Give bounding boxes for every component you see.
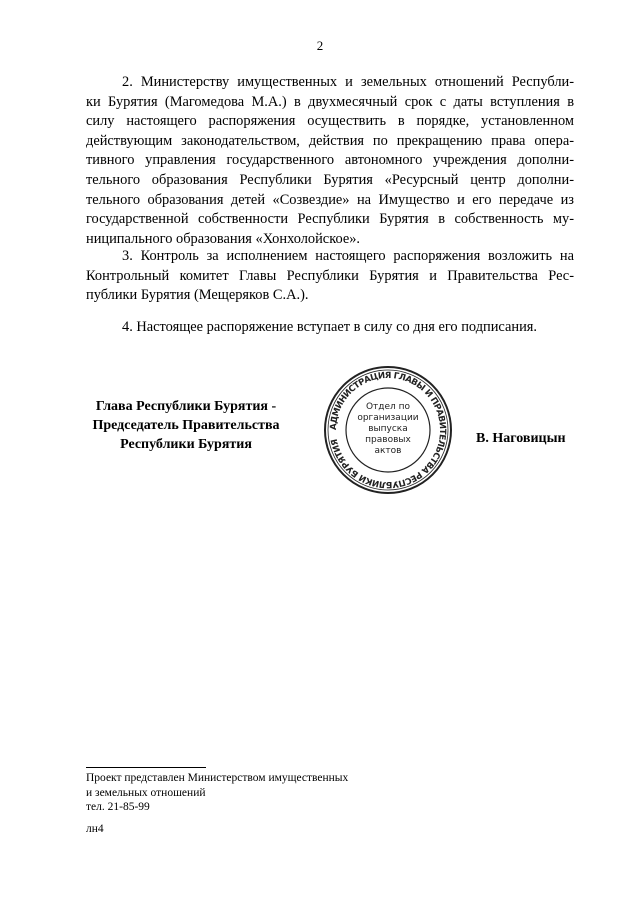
footnote-line: Проект представлен Министерством имущественных bbox=[86, 772, 349, 784]
paragraph-line: действующим законодательством, действия по прекращению права опера- bbox=[86, 132, 574, 149]
official-seal-stamp bbox=[322, 365, 454, 495]
footnote-divider bbox=[86, 767, 206, 768]
paragraph-line: силу настоящего распоряжения осуществить в порядке, установленном bbox=[86, 113, 574, 130]
paragraph-line: 2. Министерству имущественных и земельных отношений Республи- bbox=[122, 74, 574, 90]
signatory-title bbox=[64, 397, 308, 454]
paragraph-line: тельного образования детей «Созвездие» на Имущество и его передаче из bbox=[86, 191, 574, 208]
footnote-line: тел. 21-85-99 bbox=[86, 801, 150, 813]
paragraph-line: ниципального образования «Хонхолойское». bbox=[86, 230, 361, 247]
seal-center-line: организации bbox=[357, 413, 419, 423]
paragraph-line: ки Бурятия (Магомедова М.А.) в двухмесячный срок с даты вступления в bbox=[86, 93, 574, 110]
paragraph-line: государственной собственности Республики Бурятия в собственность му- bbox=[86, 211, 574, 228]
signatory-title-line: Республики Бурятия bbox=[120, 437, 252, 452]
paragraph-3 bbox=[86, 247, 574, 306]
footnote-line: и земельных отношений bbox=[86, 786, 206, 799]
signatory-name: В. Наговицын bbox=[476, 431, 566, 446]
paragraph-line: тельного образования Республики Бурятия «Ресурсный центр дополни- bbox=[86, 171, 574, 188]
paragraph-line: 3. Контроль за исполнением настоящего распоряжения возложить на bbox=[122, 248, 574, 264]
document-code: лн4 bbox=[86, 823, 104, 835]
seal-center-line: актов bbox=[374, 446, 402, 456]
paragraph-4 bbox=[86, 318, 574, 338]
paragraph-line: 4. Настоящее распоряжение вступает в силу со дня его подписания. bbox=[122, 319, 537, 335]
page-number: 2 bbox=[316, 38, 324, 53]
signatory-title-line: Глава Республики Бурятия - bbox=[95, 399, 277, 414]
seal-ring-text: АДМИНИСТРАЦИЯ ГЛАВЫ И ПРАВИТЕЛЬСТВА РЕСПУБЛИКИ БУРЯТИЯ bbox=[328, 370, 448, 490]
paragraph-line: публики Бурятия (Мещеряков С.А.). bbox=[86, 287, 309, 304]
seal-center-line: выпуска bbox=[368, 424, 408, 434]
paragraph-line: Контрольный комитет Главы Республики Бурятия и Правительства Рес- bbox=[86, 267, 574, 284]
paragraph-line: тивного управления государственного автономного учреждения дополни- bbox=[86, 152, 574, 169]
seal-center-line: правовых bbox=[365, 435, 411, 445]
paragraph-2 bbox=[86, 73, 574, 249]
seal-center-line: Отдел по bbox=[365, 402, 411, 412]
footnote bbox=[86, 771, 348, 815]
signatory-title-line: Председатель Правительства bbox=[92, 418, 280, 433]
